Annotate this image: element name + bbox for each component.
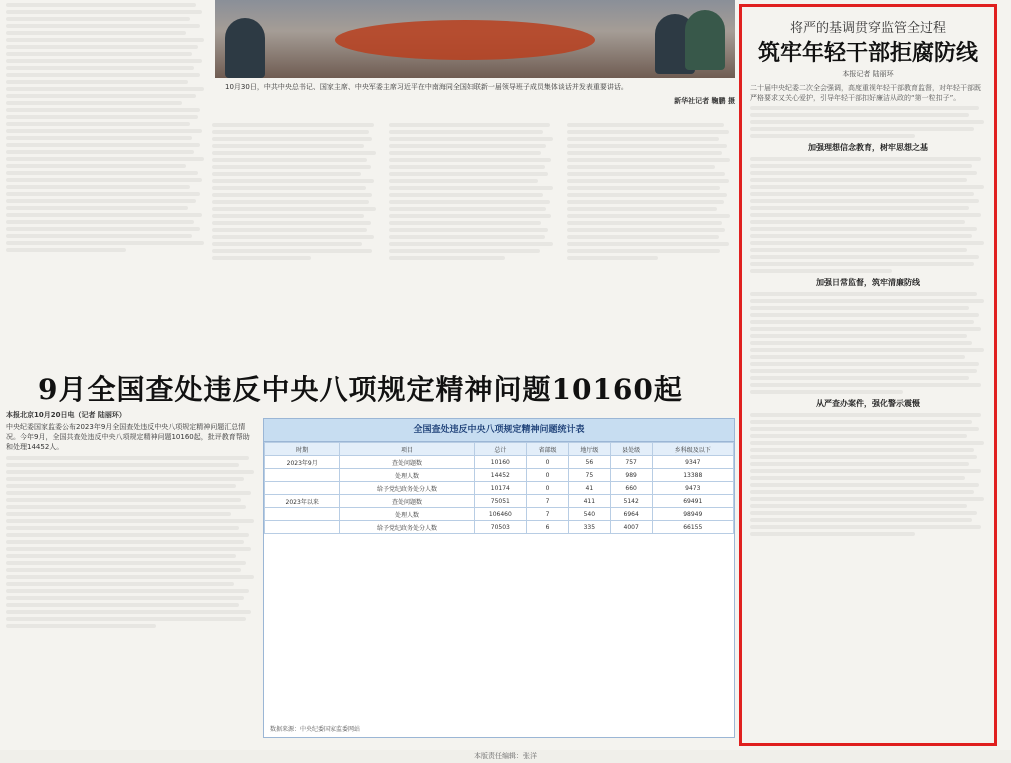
photo-credit: 新华社记者 鞠鹏 摄	[674, 97, 735, 105]
table-cell: 75051	[474, 495, 527, 508]
table-row	[265, 469, 734, 482]
main-headline: 9月全国查处违反中央八项规定精神问题10160起	[38, 373, 683, 406]
table-cell: 335	[568, 521, 610, 534]
table-cell: 75	[568, 469, 610, 482]
table-cell: 989	[610, 469, 652, 482]
table-cell: 411	[568, 495, 610, 508]
sidebar-section-2: 加强日常监督，筑牢清廉防线	[816, 278, 920, 287]
table-cell: 6964	[610, 508, 652, 521]
table-cell: 处理人数	[340, 508, 474, 521]
table-header: 县处级	[610, 443, 652, 456]
table-source: 数据来源：中央纪委国家监委网站	[270, 726, 361, 733]
table-cell: 106460	[474, 508, 527, 521]
table-cell: 41	[568, 482, 610, 495]
sidebar-byline: 本报记者 陆丽环	[842, 70, 894, 78]
table-cell: 6	[527, 521, 569, 534]
table-cell: 给予党纪政务处分人数	[340, 482, 474, 495]
table-header: 省部级	[527, 443, 569, 456]
table-row	[265, 482, 734, 495]
table-cell: 7	[527, 495, 569, 508]
table-cell: 757	[610, 456, 652, 469]
table-cell: 5142	[610, 495, 652, 508]
table-cell	[265, 508, 340, 521]
sidebar-article	[739, 4, 997, 746]
table-cell: 查处问题数	[340, 495, 474, 508]
sidebar-body-4	[742, 413, 994, 536]
table-cell: 9473	[652, 482, 733, 495]
table-title: 全国查处违反中央八项规定精神问题统计表	[264, 419, 734, 442]
statistics-table	[263, 418, 735, 738]
table-header: 地厅级	[568, 443, 610, 456]
table-header: 项目	[340, 443, 474, 456]
sidebar-body-1	[742, 106, 994, 138]
table-cell: 处理人数	[340, 469, 474, 482]
table-cell: 给予党纪政务处分人数	[340, 521, 474, 534]
table-cell: 9347	[652, 456, 733, 469]
main-article-body	[6, 456, 256, 628]
table-cell: 2023年9月	[265, 456, 340, 469]
table-header: 时期	[265, 443, 340, 456]
table-row	[265, 456, 734, 469]
table-cell: 660	[610, 482, 652, 495]
table-cell: 0	[527, 469, 569, 482]
main-lead: 中央纪委国家监委公布2023年9月全国查处违反中央八项规定精神问题汇总情况。今年9月，全国共查处违反中央八项规定精神问题10160起，批评教育帮助和处理14452人。	[6, 423, 250, 451]
table-cell: 4007	[610, 521, 652, 534]
table-cell: 2023年以来	[265, 495, 340, 508]
table-cell: 7	[527, 508, 569, 521]
table-cell: 10160	[474, 456, 527, 469]
meeting-photo	[215, 0, 735, 78]
table-cell: 98949	[652, 508, 733, 521]
table-cell: 查处问题数	[340, 456, 474, 469]
table-cell: 14452	[474, 469, 527, 482]
table-cell: 70503	[474, 521, 527, 534]
table-cell: 540	[568, 508, 610, 521]
table-cell: 56	[568, 456, 610, 469]
article-columns-middle	[212, 120, 732, 345]
table-cell: 66155	[652, 521, 733, 534]
table-row	[265, 495, 734, 508]
sidebar-section-1: 加强理想信念教育，树牢思想之基	[808, 143, 928, 152]
table-cell: 10174	[474, 482, 527, 495]
bottom-strip: 本版责任编辑：张洋	[0, 750, 1011, 763]
main-byline: 本报北京10月20日电（记者 陆丽环）	[6, 411, 126, 419]
sidebar-body-3	[742, 292, 994, 394]
table-cell	[265, 469, 340, 482]
table-cell: 0	[527, 456, 569, 469]
sidebar-title: 筑牢年轻干部拒腐防线	[757, 40, 978, 66]
table-header: 总计	[474, 443, 527, 456]
table-cell: 0	[527, 482, 569, 495]
table-cell	[265, 521, 340, 534]
sidebar-body-2	[742, 157, 994, 273]
table-cell: 69491	[652, 495, 733, 508]
table-row	[265, 508, 734, 521]
table-row	[265, 521, 734, 534]
table-header: 乡科级及以下	[652, 443, 733, 456]
article-column-left	[6, 0, 206, 345]
photo-caption: 10月30日，中共中央总书记、国家主席、中央军委主席习近平在中南海同全国妇联新一届领导班子成员集体谈话并发表重要讲话。	[225, 83, 628, 91]
sidebar-section-3: 从严查办案件，强化警示震慑	[816, 399, 920, 408]
sidebar-kicker: 将严的基调贯穿监管全过程	[789, 21, 946, 36]
table-cell	[265, 482, 340, 495]
sidebar-lead: 二十届中央纪委二次全会强调，高度重视年轻干部教育监督，对年轻干部既严格要求又关心爱护，引导年轻干部扣好廉洁从政的“第一粒扣子”。	[750, 84, 981, 102]
table-cell: 13388	[652, 469, 733, 482]
